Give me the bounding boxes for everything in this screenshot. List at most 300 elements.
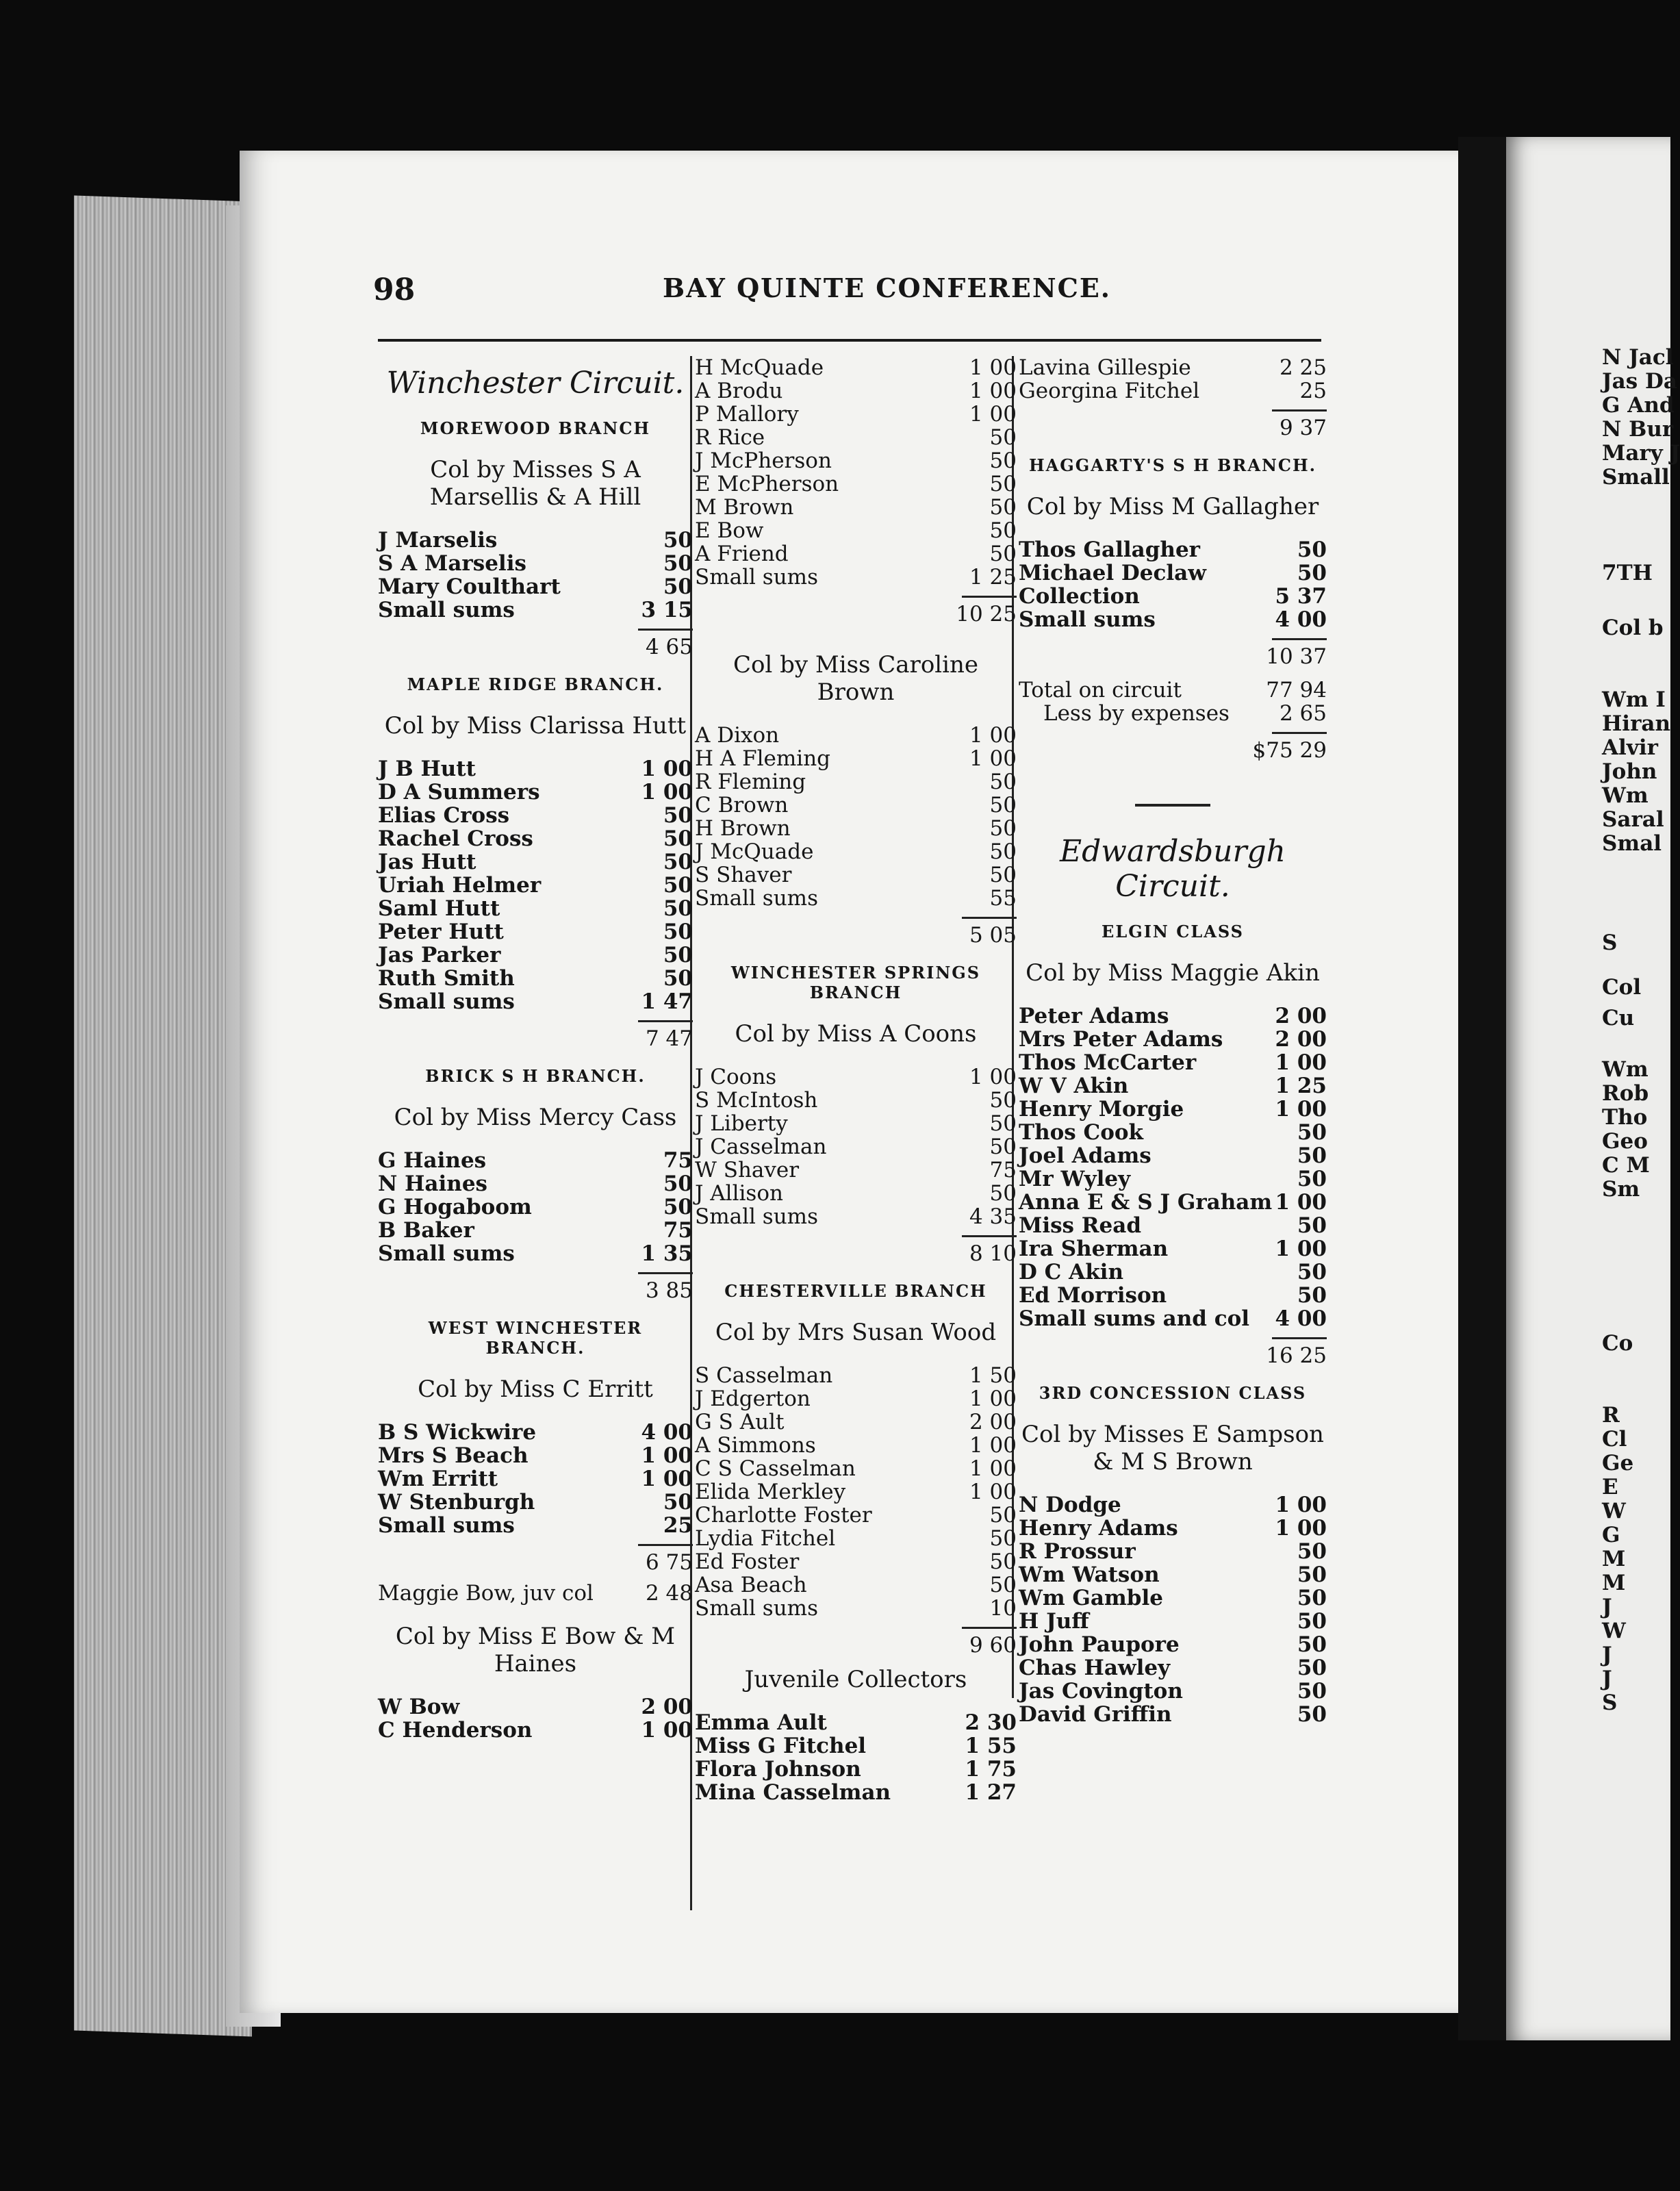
entry-name: Charlotte Foster: [695, 1503, 872, 1528]
entry-amount: 50: [1297, 1260, 1327, 1284]
entry-name: Mina Casselman: [695, 1780, 891, 1805]
entry-amount: 50: [989, 770, 1017, 794]
entry-amount: 25: [663, 1513, 693, 1538]
entry-name: D A Summers: [378, 780, 540, 805]
collector-line: Col by Miss Clarissa Hutt: [384, 712, 687, 739]
entry-amount: 50: [989, 1503, 1017, 1528]
entry-name: Georgina Fitchel: [1019, 379, 1200, 403]
contribution-list: [1019, 538, 1327, 631]
entry-amount: 75: [663, 1148, 693, 1173]
facing-page-line: Col b: [1602, 616, 1664, 640]
contribution-row: [1019, 1540, 1327, 1563]
net-total: $75 29: [1252, 738, 1327, 763]
branch-total: 9 37: [1279, 416, 1327, 440]
entry-name: Peter Adams: [1019, 1004, 1169, 1028]
entry-name: H McQuade: [695, 355, 824, 380]
header-rule: [378, 339, 1321, 342]
branch-title: ELGIN CLASS: [1102, 922, 1244, 941]
entry-name: P Mallory: [695, 402, 799, 427]
entry-amount: 50: [989, 542, 1017, 566]
contribution-row: [695, 496, 1017, 519]
branch-title: BRICK S H BRANCH.: [425, 1066, 646, 1086]
column-3: [1019, 356, 1327, 1726]
entry-name: Small sums and col: [1019, 1306, 1250, 1331]
entry-name: Henry Adams: [1019, 1516, 1178, 1541]
contribution-row: [695, 449, 1017, 472]
contribution-row: [378, 757, 693, 781]
entry-amount: 4 00: [1275, 1306, 1327, 1331]
contribution-row: [378, 1421, 693, 1444]
entry-amount: 50: [663, 873, 693, 898]
entry-amount: 75: [663, 1218, 693, 1243]
contribution-row: [378, 552, 693, 575]
entry-amount: 50: [1297, 1562, 1327, 1587]
entry-name: Collection: [1019, 584, 1140, 609]
entry-name: Rachel Cross: [378, 826, 533, 851]
entry-amount: 25: [1299, 379, 1327, 403]
entry-name: Total on circuit: [1019, 678, 1182, 702]
entry-amount: 50: [989, 1526, 1017, 1551]
contribution-row: [1019, 1586, 1327, 1610]
entry-amount: 2 00: [641, 1695, 693, 1719]
contribution-row: [695, 403, 1017, 426]
facing-page-line: Ge: [1602, 1451, 1634, 1476]
contribution-list: [378, 1421, 693, 1537]
entry-name: Small sums: [378, 1241, 515, 1266]
entry-amount: 55: [989, 886, 1017, 911]
entry-amount: 50: [1297, 1586, 1327, 1610]
facing-page-line: Geo: [1602, 1129, 1648, 1154]
circuit-title: Winchester Circuit.: [386, 366, 685, 401]
facing-page-line: Saral: [1602, 807, 1664, 832]
entry-amount: 1 00: [1275, 1237, 1327, 1261]
entry-amount: 50: [989, 518, 1017, 543]
entry-amount: 50: [663, 551, 693, 576]
total-rule: [962, 596, 1017, 598]
contribution-row: [1019, 585, 1327, 608]
contribution-list: [1019, 356, 1327, 403]
entry-amount: 50: [1297, 537, 1327, 562]
entry-name: Chas Hawley: [1019, 1656, 1171, 1680]
entry-name: S Shaver: [695, 863, 792, 887]
entry-amount: 1 00: [641, 1443, 693, 1468]
entry-name: W Bow: [378, 1695, 460, 1719]
contribution-row: [378, 1514, 693, 1537]
contribution-row: [695, 1758, 1017, 1781]
contribution-row: [1019, 561, 1327, 585]
entry-amount: 1 27: [965, 1780, 1017, 1805]
contribution-row: [695, 1457, 1017, 1480]
contribution-row: [695, 1089, 1017, 1112]
entry-name: Small sums: [695, 886, 818, 911]
entry-name: Ed Morrison: [1019, 1283, 1167, 1308]
contribution-row: [378, 1695, 693, 1719]
entry-amount: 50: [1297, 1679, 1327, 1704]
entry-name: H A Fleming: [695, 746, 831, 771]
collector-line: Col by Miss Mercy Cass: [394, 1104, 677, 1131]
book-gutter: [1458, 137, 1506, 2040]
facing-page-line: M: [1602, 1547, 1626, 1571]
facing-page-line: Rob: [1602, 1081, 1649, 1106]
entry-name: Elias Cross: [378, 803, 510, 828]
entry-name: J McQuade: [695, 839, 814, 864]
contribution-row: [378, 943, 693, 967]
entry-amount: 2 30: [965, 1710, 1017, 1735]
contribution-row: [1019, 1610, 1327, 1633]
entry-amount: 1 00: [969, 355, 1017, 380]
entry-amount: 1 00: [641, 1718, 693, 1743]
entry-amount: 1 00: [969, 1456, 1017, 1481]
contribution-row: [695, 1065, 1017, 1089]
contribution-row: [378, 967, 693, 990]
contribution-list: [695, 356, 1017, 589]
entry-amount: 50: [989, 472, 1017, 496]
contribution-row: [378, 1219, 693, 1242]
contribution-row: [1019, 1167, 1327, 1191]
facing-page-line: Jas Da: [1602, 369, 1677, 394]
entry-name: R Rice: [695, 425, 765, 450]
entry-name: Lydia Fitchel: [695, 1526, 836, 1551]
entry-amount: 1 00: [641, 1467, 693, 1491]
entry-amount: 2 48: [645, 1581, 693, 1606]
entry-amount: 4 00: [1275, 607, 1327, 632]
contribution-row: [378, 920, 693, 943]
entry-name: A Friend: [695, 542, 789, 566]
facing-page-line: Cl: [1602, 1427, 1627, 1452]
entry-amount: 2 25: [1279, 355, 1327, 380]
entry-name: S McIntosh: [695, 1088, 818, 1113]
entry-amount: 50: [663, 1172, 693, 1196]
entry-amount: 50: [1297, 1702, 1327, 1727]
entry-amount: 1 00: [969, 402, 1017, 427]
entry-name: Asa Beach: [695, 1573, 807, 1597]
branch-total: 16 25: [1266, 1343, 1327, 1368]
contribution-row: [378, 897, 693, 920]
entry-name: J Liberty: [695, 1111, 788, 1136]
entry-name: A Dixon: [695, 723, 780, 748]
contribution-row: [378, 1719, 693, 1742]
entry-amount: 1 25: [1275, 1074, 1327, 1098]
entry-name: Mrs S Beach: [378, 1443, 529, 1468]
contribution-row: [695, 1205, 1017, 1228]
contribution-row: [378, 1467, 693, 1491]
contribution-row: [695, 863, 1017, 887]
contribution-row: [695, 1387, 1017, 1410]
collector-line: Col by Mrs Susan Wood: [715, 1319, 997, 1346]
entry-amount: 50: [663, 920, 693, 944]
expenses-row: [1019, 702, 1327, 725]
entry-name: B S Wickwire: [378, 1420, 537, 1445]
entry-name: Small sums: [695, 1596, 818, 1621]
contribution-row: [1019, 1004, 1327, 1028]
book-page-edges: [74, 195, 252, 2036]
collector-line: Col by Miss Maggie Akin: [1026, 959, 1320, 987]
column-2: [695, 356, 1017, 1804]
entry-name: Mary Coulthart: [378, 574, 561, 599]
contribution-row: [378, 1491, 693, 1514]
contribution-row: [378, 990, 693, 1013]
entry-amount: 50: [1297, 1632, 1327, 1657]
entry-amount: 4 35: [969, 1204, 1017, 1229]
entry-amount: 50: [989, 793, 1017, 818]
entry-name: G Hogaboom: [378, 1195, 532, 1219]
contribution-row: [378, 575, 693, 598]
entry-amount: 2 65: [1279, 701, 1327, 726]
branch-total: 3 85: [645, 1278, 693, 1303]
facing-page-line: J: [1602, 1595, 1612, 1619]
contribution-row: [378, 874, 693, 897]
entry-name: W Shaver: [695, 1158, 800, 1182]
facing-page-line: J: [1602, 1643, 1612, 1667]
entry-name: J Marselis: [378, 528, 498, 553]
entry-amount: 1 00: [1275, 1050, 1327, 1075]
entry-amount: 50: [989, 1573, 1017, 1597]
entry-amount: 1 00: [641, 757, 693, 781]
facing-page-line: W: [1602, 1499, 1626, 1523]
entry-name: Mr Wyley: [1019, 1167, 1131, 1191]
entry-name: Miss G Fitchel: [695, 1734, 867, 1758]
entry-name: E McPherson: [695, 472, 839, 496]
entry-amount: 5 37: [1275, 584, 1327, 609]
entry-amount: 1 00: [969, 1433, 1017, 1458]
contribution-row: [695, 1597, 1017, 1620]
entry-name: B Baker: [378, 1218, 474, 1243]
entry-amount: 50: [989, 495, 1017, 520]
entry-name: David Griffin: [1019, 1702, 1172, 1727]
entry-name: Thos Gallagher: [1019, 537, 1200, 562]
entry-name: John Paupore: [1019, 1632, 1180, 1657]
collector-line: Col by Miss E Bow & M Haines: [395, 1623, 676, 1677]
page-number: 98: [373, 273, 416, 307]
entry-name: Saml Hutt: [378, 896, 500, 921]
entry-amount: 50: [989, 863, 1017, 887]
contribution-row: [695, 724, 1017, 747]
facing-page-line: G: [1602, 1523, 1620, 1547]
entry-name: Ira Sherman: [1019, 1237, 1169, 1261]
entry-name: H Brown: [695, 816, 791, 841]
contribution-row: [1019, 1051, 1327, 1074]
entry-amount: 50: [1297, 561, 1327, 585]
contribution-row: [695, 426, 1017, 449]
contribution-row: [695, 1504, 1017, 1527]
total-rule: [1272, 409, 1327, 411]
contribution-row: [1019, 1656, 1327, 1680]
entry-name: C Henderson: [378, 1718, 533, 1743]
total-rule: [1272, 732, 1327, 734]
contribution-row: [695, 1781, 1017, 1804]
total-rule: [962, 1627, 1017, 1629]
contribution-row: [695, 1112, 1017, 1135]
entry-name: Thos Cook: [1019, 1120, 1144, 1145]
entry-amount: 3 15: [641, 598, 693, 622]
contribution-list: [1019, 1004, 1327, 1330]
entry-amount: 50: [663, 896, 693, 921]
entry-amount: 50: [1297, 1167, 1327, 1191]
entry-name: S Casselman: [695, 1363, 833, 1388]
entry-amount: 50: [1297, 1143, 1327, 1168]
branch-total: 10 25: [956, 602, 1017, 626]
entry-name: H Juff: [1019, 1609, 1089, 1634]
facing-page-line: 7TH: [1602, 561, 1653, 585]
entry-name: Small sums: [695, 565, 818, 590]
entry-name: Wm Watson: [1019, 1562, 1160, 1587]
facing-page-line: Wm: [1602, 783, 1649, 808]
total-rule: [1272, 638, 1327, 640]
entry-name: Henry Morgie: [1019, 1097, 1184, 1122]
contribution-list: [695, 1364, 1017, 1620]
entry-amount: 1 00: [969, 1386, 1017, 1411]
contribution-row: [695, 1550, 1017, 1573]
section-divider: [1135, 804, 1210, 807]
entry-amount: 1 00: [969, 379, 1017, 403]
contribution-row: [695, 1527, 1017, 1550]
branch-title: 3RD CONCESSION CLASS: [1039, 1383, 1307, 1403]
entry-amount: 2 00: [1275, 1004, 1327, 1028]
entry-amount: 1 00: [1275, 1097, 1327, 1122]
facing-page-line: Smal: [1602, 831, 1662, 856]
entry-name: Jas Parker: [378, 943, 501, 967]
contribution-row: [378, 1242, 693, 1265]
entry-name: Thos McCarter: [1019, 1050, 1197, 1075]
page-title: BAY QUINTE CONFERENCE.: [663, 273, 1112, 303]
facing-page-line: Cu: [1602, 1006, 1635, 1030]
total-rule: [638, 1544, 693, 1546]
entry-name: C S Casselman: [695, 1456, 856, 1481]
column-1: [378, 356, 693, 1742]
contribution-row: [1019, 1633, 1327, 1656]
branch-total: 4 65: [645, 635, 693, 659]
contribution-row: [1019, 1307, 1327, 1330]
facing-page-line: Tho: [1602, 1105, 1648, 1130]
branch-total: 8 10: [969, 1241, 1017, 1266]
branch-title: MAPLE RIDGE BRANCH.: [407, 674, 664, 694]
facing-page-line: J: [1602, 1667, 1612, 1691]
entry-name: Small sums: [378, 989, 515, 1014]
entry-name: Emma Ault: [695, 1710, 827, 1735]
contribution-row: [1019, 1237, 1327, 1261]
contribution-row: [1019, 1214, 1327, 1237]
facing-page-line: W: [1602, 1619, 1626, 1643]
entry-name: Small sums: [378, 1513, 515, 1538]
entry-name: Anna E & S J Graham: [1019, 1190, 1273, 1215]
contribution-row: [695, 840, 1017, 863]
entry-amount: 1 00: [1275, 1493, 1327, 1517]
contribution-row: [695, 356, 1017, 379]
contribution-row: [695, 770, 1017, 794]
entry-amount: 50: [989, 1181, 1017, 1206]
contribution-row: [378, 529, 693, 552]
contribution-row: [695, 794, 1017, 817]
entry-name: Joel Adams: [1019, 1143, 1151, 1168]
contribution-list: [378, 757, 693, 1013]
entry-name: Flora Johnson: [695, 1757, 861, 1782]
contribution-row: [1019, 1563, 1327, 1586]
entry-name: Miss Read: [1019, 1213, 1142, 1238]
contribution-row: [695, 379, 1017, 403]
contribution-row: [1019, 1680, 1327, 1703]
facing-page-line: Hiran: [1602, 711, 1671, 736]
entry-amount: 1 50: [969, 1363, 1017, 1388]
entry-name: Less by expenses: [1043, 701, 1230, 726]
entry-name: A Brodu: [695, 379, 783, 403]
entry-amount: 50: [1297, 1656, 1327, 1680]
contribution-row: [378, 781, 693, 804]
total-rule: [962, 1235, 1017, 1237]
entry-amount: 50: [989, 1135, 1017, 1159]
contribution-row: [1019, 538, 1327, 561]
branch-title: HAGGARTY'S S H BRANCH.: [1028, 455, 1317, 475]
entry-amount: 50: [1297, 1539, 1327, 1564]
entry-name: M Brown: [695, 495, 794, 520]
entry-amount: 77 94: [1266, 678, 1327, 702]
entry-amount: 50: [663, 803, 693, 828]
entry-name: Small sums: [695, 1204, 818, 1229]
entry-name: Lavina Gillespie: [1019, 355, 1191, 380]
branch-total: 9 60: [969, 1633, 1017, 1658]
branch-title: MOREWOOD BRANCH: [420, 418, 651, 438]
entry-amount: 1 00: [969, 746, 1017, 771]
contribution-row: [1019, 1493, 1327, 1517]
entry-name: N Dodge: [1019, 1493, 1121, 1517]
contribution-row: [378, 850, 693, 874]
contribution-row: [1019, 1028, 1327, 1051]
branch-total: 5 05: [969, 923, 1017, 948]
entry-amount: 50: [989, 839, 1017, 864]
branch-title: WEST WINCHESTER BRANCH.: [428, 1318, 643, 1358]
entry-name: Wm Gamble: [1019, 1586, 1163, 1610]
contribution-row: [378, 1195, 693, 1219]
entry-name: Maggie Bow, juv col: [378, 1581, 594, 1606]
contribution-row: [1019, 1517, 1327, 1540]
collector-line: Col by Misses S A Marsellis & A Hill: [429, 456, 641, 511]
entry-name: J Allison: [695, 1181, 783, 1206]
entry-name: J McPherson: [695, 448, 832, 473]
contribution-row: [695, 1573, 1017, 1597]
contribution-row: [378, 1172, 693, 1195]
entry-amount: 50: [989, 1549, 1017, 1574]
total-rule: [638, 1020, 693, 1022]
collector-line: Col by Misses E Sampson & M S Brown: [1021, 1421, 1324, 1476]
facing-page-line: N Jacl: [1602, 345, 1674, 370]
facing-page-line: S: [1602, 930, 1618, 955]
contribution-row: [1019, 356, 1327, 379]
facing-page-line: G And: [1602, 393, 1675, 418]
entry-amount: 50: [989, 816, 1017, 841]
entry-amount: 50: [989, 425, 1017, 450]
contribution-row: [695, 1135, 1017, 1158]
contribution-row: [695, 1434, 1017, 1457]
entry-amount: 50: [663, 966, 693, 991]
entry-amount: 50: [663, 943, 693, 967]
contribution-row: [1019, 608, 1327, 631]
facing-page-line: Col: [1602, 975, 1642, 1000]
entry-name: C Brown: [695, 793, 789, 818]
entry-name: J Coons: [695, 1065, 777, 1089]
facing-page-line: Small: [1602, 465, 1670, 490]
contribution-row: [1019, 1074, 1327, 1098]
entry-name: Small sums: [1019, 607, 1156, 632]
entry-amount: 50: [1297, 1283, 1327, 1308]
entry-amount: 1 25: [969, 565, 1017, 590]
contribution-row: [695, 887, 1017, 910]
entry-name: A Simmons: [695, 1433, 816, 1458]
entry-amount: 50: [989, 1088, 1017, 1113]
contribution-row: [1019, 1098, 1327, 1121]
contribution-row: [695, 542, 1017, 566]
contribution-list: [378, 529, 693, 622]
contribution-list: [695, 1065, 1017, 1228]
contribution-row: [695, 817, 1017, 840]
